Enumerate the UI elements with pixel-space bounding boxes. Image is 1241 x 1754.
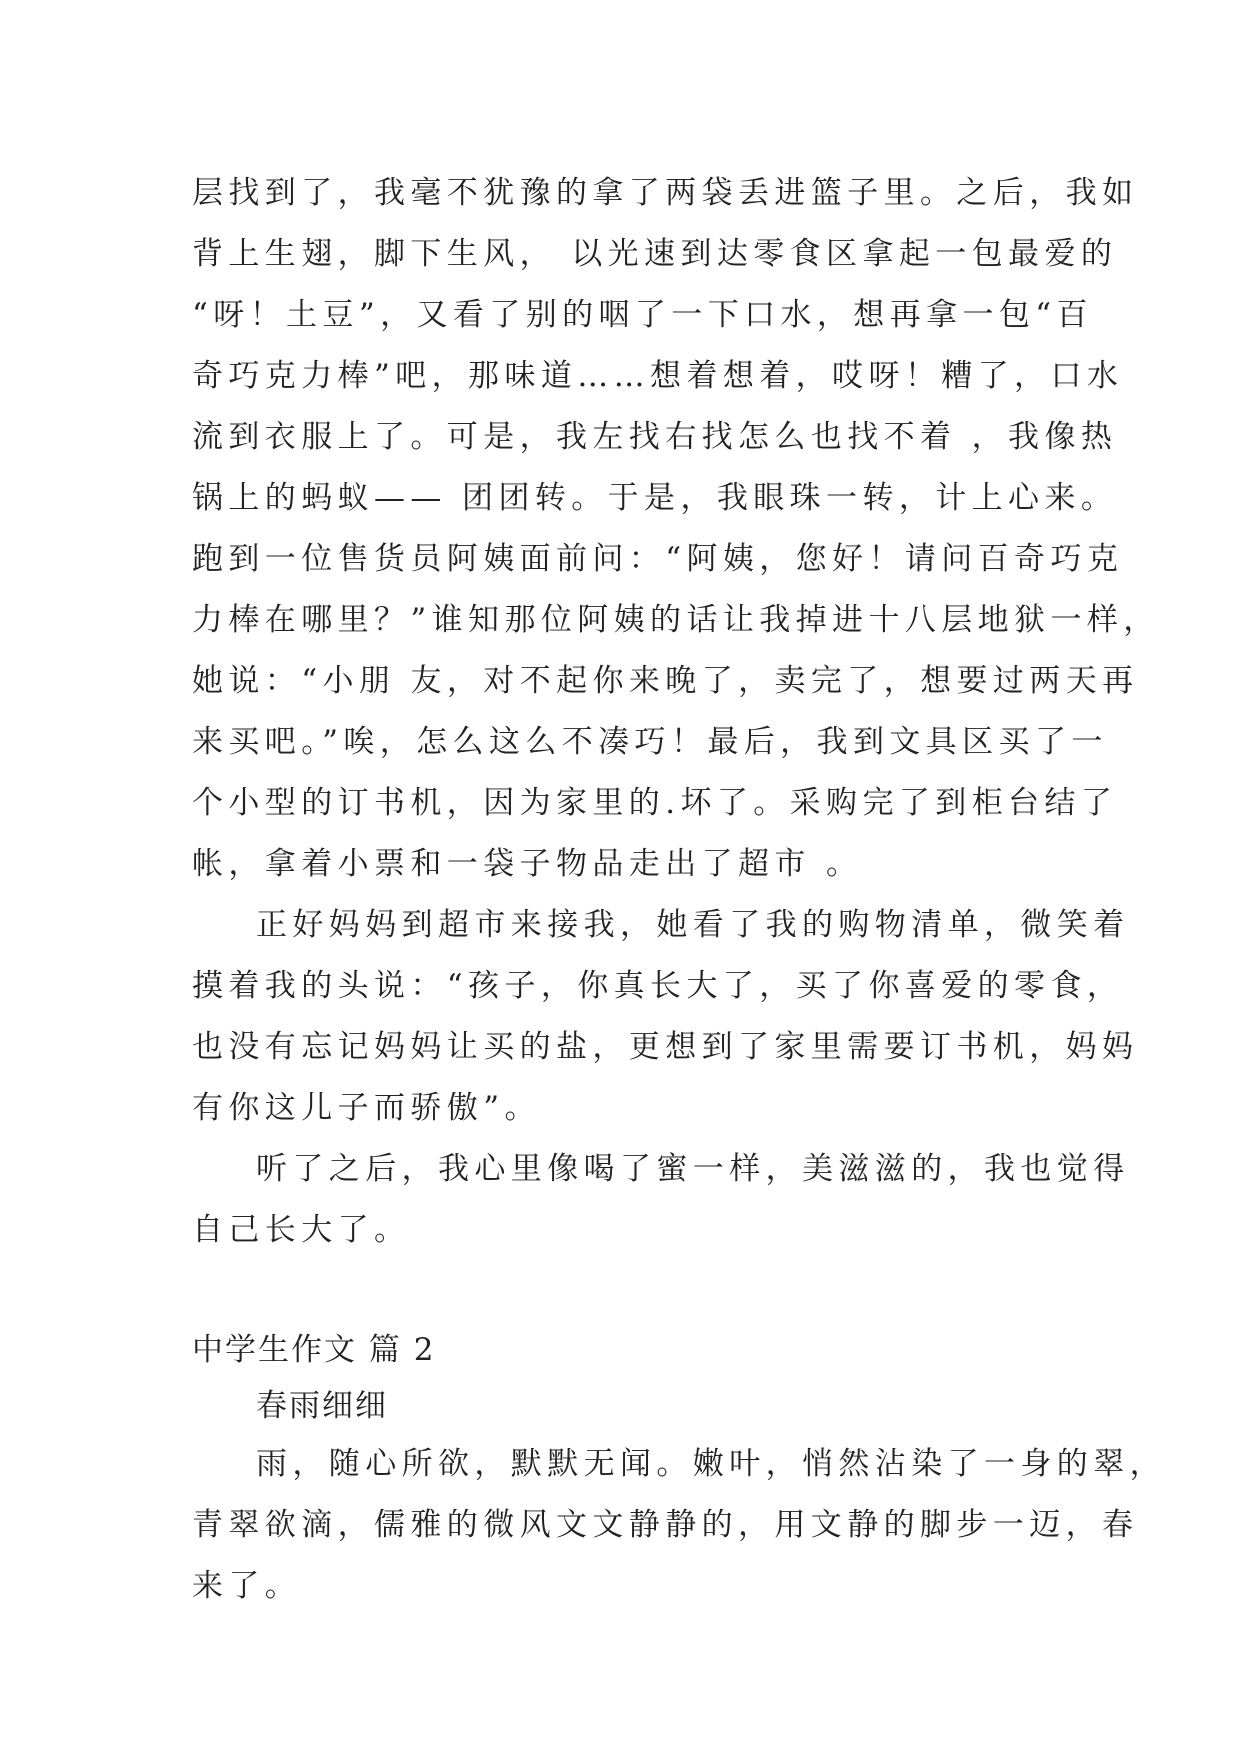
text-line: 来了。 [192, 1568, 302, 1604]
paragraph-3 [192, 1139, 1130, 1261]
text-line: 奇巧克力棒”吧，那味道……想着想着，哎呀！糟了，口水 [192, 358, 1124, 394]
text-line: 力棒在哪里？”谁知那位阿姨的话让我掉进十八层地狱一样， [192, 602, 1160, 638]
paragraph-1 [192, 163, 1160, 895]
section-heading: 中学生作文 篇 2 [192, 1332, 436, 1368]
text-line: 个小型的订书机，因为家里的.坏了。采购完了到柜台结了 [192, 785, 1118, 821]
paragraph-2 [192, 895, 1139, 1139]
text-line: 层找到了，我毫不犹豫的拿了两袋丢进篮子里。之后，我如 [192, 175, 1139, 211]
text-line: 有你这儿子而骄傲”。 [192, 1090, 541, 1126]
text-line: 雨，随心所欲，默默无闻。嫩叶，悄然沾染了一身的翠， [256, 1446, 1166, 1482]
text-line: 帐，拿着小票和一袋子物品走出了超市 。 [192, 846, 863, 882]
text-line: “呀！土豆”，又看了别的咽了一下口水，想再拿一包“百 [192, 297, 1093, 333]
document-page [192, 163, 1166, 1617]
section2-paragraph-1 [192, 1434, 1166, 1617]
text-line: 也没有忘记妈妈让买的盐，更想到了家里需要订书机，妈妈 [192, 1029, 1139, 1065]
text-line: 青翠欲滴，儒雅的微风文文静静的，用文静的脚步一迈，春 [192, 1507, 1139, 1543]
text-line: 自己长大了。 [192, 1212, 411, 1248]
text-line: 跑到一位售货员阿姨面前问：“阿姨，您好！请问百奇巧克 [192, 541, 1124, 577]
text-line: 听了之后，我心里像喝了蜜一样，美滋滋的，我也觉得 [256, 1151, 1130, 1187]
text-line: 她说：“小朋 友，对不起你来晚了，卖完了，想要过两天再 [192, 663, 1139, 699]
text-line: 来买吧。”唉，怎么这么不凑巧！最后，我到文具区买了一 [192, 724, 1108, 760]
article-title: 春雨细细 [256, 1388, 388, 1424]
section-spacer [192, 1261, 1062, 1322]
text-line: 摸着我的头说：“孩子，你真长大了，买了你喜爱的零食， [192, 968, 1124, 1004]
text-line: 背上生翅，脚下生风， 以光速到达零食区拿起一包最爱的 [192, 236, 1118, 272]
text-line: 锅上的蚂蚁—— 团团转。于是，我眼珠一转，计上心来。 [192, 480, 1118, 516]
text-line: 流到衣服上了。可是，我左找右找怎么也找不着 ，我像热 [192, 419, 1118, 455]
text-line: 正好妈妈到超市来接我，她看了我的购物清单，微笑着 [256, 907, 1130, 943]
